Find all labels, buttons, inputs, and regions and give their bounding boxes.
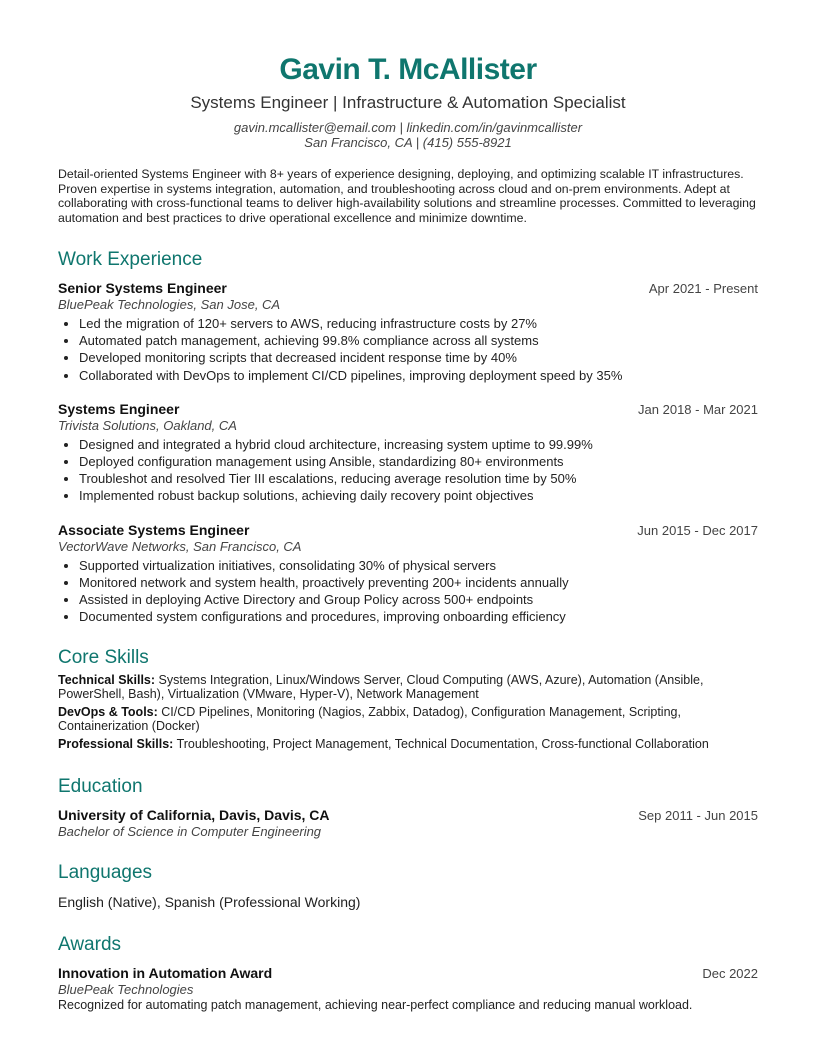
section-title-awards: Awards: [58, 934, 122, 956]
job-title: Associate Systems Engineer: [58, 521, 250, 538]
job-bullet: • Monitored network and system health, proactively preventing 200+ incidents annually: [79, 574, 758, 591]
job-bullet: • Assisted in deploying Active Directory and Group Policy across 500+ endpoints: [79, 591, 758, 608]
skill-group-label: Professional Skills:: [58, 737, 174, 752]
job-company: BluePeak Technologies, San Jose, CA: [58, 297, 281, 312]
education-dates: Sep 2011 - Jun 2015: [638, 808, 758, 824]
skill-group-text: CI/CD Pipelines, Monitoring (Nagios, Zabbix, Datadog), Configuration Management, Scripting, Containerization (Docker): [58, 705, 681, 734]
skill-group: [58, 673, 758, 701]
job-bullet: • Documented system configurations and procedures, improving onboarding efficiency: [79, 608, 758, 625]
section-title-education: Education: [58, 776, 143, 798]
job-company: VectorWave Networks, San Francisco, CA: [58, 538, 302, 554]
school-name: University of California, Davis, Davis, CA: [58, 807, 330, 824]
award-title: Innovation in Automation Award: [58, 965, 273, 982]
skill-group-label: DevOps & Tools:: [58, 705, 158, 720]
job-bullet: • Troubleshot and resolved Tier III escalations, reducing average resolution time by 50%: [79, 470, 758, 487]
award-description: Recognized for automating patch management, achieving near-perfect compliance and reducing manual workload.: [58, 998, 693, 1013]
job-bullet: • Implemented robust backup solutions, achieving daily recovery point objectives: [79, 487, 758, 504]
candidate-name: Gavin T. McAllister: [279, 53, 537, 86]
job-company: Trivista Solutions, Oakland, CA: [58, 417, 237, 433]
section-title-skills: Core Skills: [58, 647, 149, 669]
degree: Bachelor of Science in Computer Engineering: [58, 824, 322, 840]
job-bullet: • Supported virtualization initiatives, consolidating 30% of physical servers: [79, 557, 758, 574]
professional-summary: Detail-oriented Systems Engineer with 8+ years of experience designing, deploying, and optimizing scalable IT infrastructures. Proven expertise in systems integration, automation, and troubleshooting across cloud and on-prem environments. Adept at collaborating with cross-functional teams to deliver high-availability solutions and streamline processes. Committed to leveraging automation and best practices to drive operational excellence and minimize downtime.: [58, 167, 756, 225]
job-dates: Jun 2015 - Dec 2017: [637, 522, 758, 538]
job-title: Systems Engineer: [58, 400, 180, 417]
skill-group-text: Systems Integration, Linux/Windows Server, Cloud Computing (AWS, Azure), Automation (Ansible, PowerShell, Bash), Virtualization (VMware, Hyper-V), Network Management: [58, 673, 704, 702]
skills-list: [58, 673, 758, 751]
skill-group: [58, 737, 758, 751]
skill-group-label: Technical Skills:: [58, 673, 156, 688]
job-bullet: • Designed and integrated a hybrid cloud architecture, increasing system uptime to 99.99%: [79, 436, 758, 453]
job-title: Senior Systems Engineer: [58, 280, 227, 296]
section-title-languages: Languages: [58, 862, 153, 884]
education-entry: [58, 807, 758, 840]
job-dates: Apr 2021 - Present: [648, 281, 758, 296]
job-dates: Jan 2018 - Mar 2021: [638, 401, 758, 417]
job-bullet: • Automated patch management, achieving 99.8% compliance across all systems: [79, 332, 758, 349]
skill-group-text: Troubleshooting, Project Management, Technical Documentation, Cross-functional Collaboration: [176, 737, 709, 752]
skill-group: [58, 705, 758, 733]
job-bullets: [58, 315, 758, 384]
award-date: Dec 2022: [702, 966, 758, 982]
job-bullets: [58, 436, 758, 505]
award-entry: [58, 965, 758, 1012]
experience-entry: [58, 280, 758, 384]
experience-entry: [58, 522, 758, 626]
job-bullet: • Led the migration of 120+ servers to AWS, reducing infrastructure costs by 27%: [79, 315, 758, 332]
job-bullet: • Deployed configuration management using Ansible, standardizing 80+ environments: [79, 453, 758, 470]
section-title-experience: Work Experience: [58, 249, 203, 270]
contact-email-linkedin: gavin.mcallister@email.com | linkedin.com/in/gavinmcallister: [233, 120, 583, 135]
languages-text: English (Native), Spanish (Professional Working): [58, 894, 361, 911]
award-organization: BluePeak Technologies: [58, 982, 194, 998]
experience-entry: [58, 401, 758, 505]
contact-location-phone: San Francisco, CA | (415) 555-8921: [304, 135, 512, 150]
job-bullets: [58, 557, 758, 626]
job-bullet: • Developed monitoring scripts that decreased incident response time by 40%: [79, 349, 758, 366]
headline: Systems Engineer | Infrastructure & Automation Specialist: [190, 93, 626, 112]
job-bullet: • Collaborated with DevOps to implement CI/CD pipelines, improving deployment speed by 35%: [79, 367, 758, 384]
